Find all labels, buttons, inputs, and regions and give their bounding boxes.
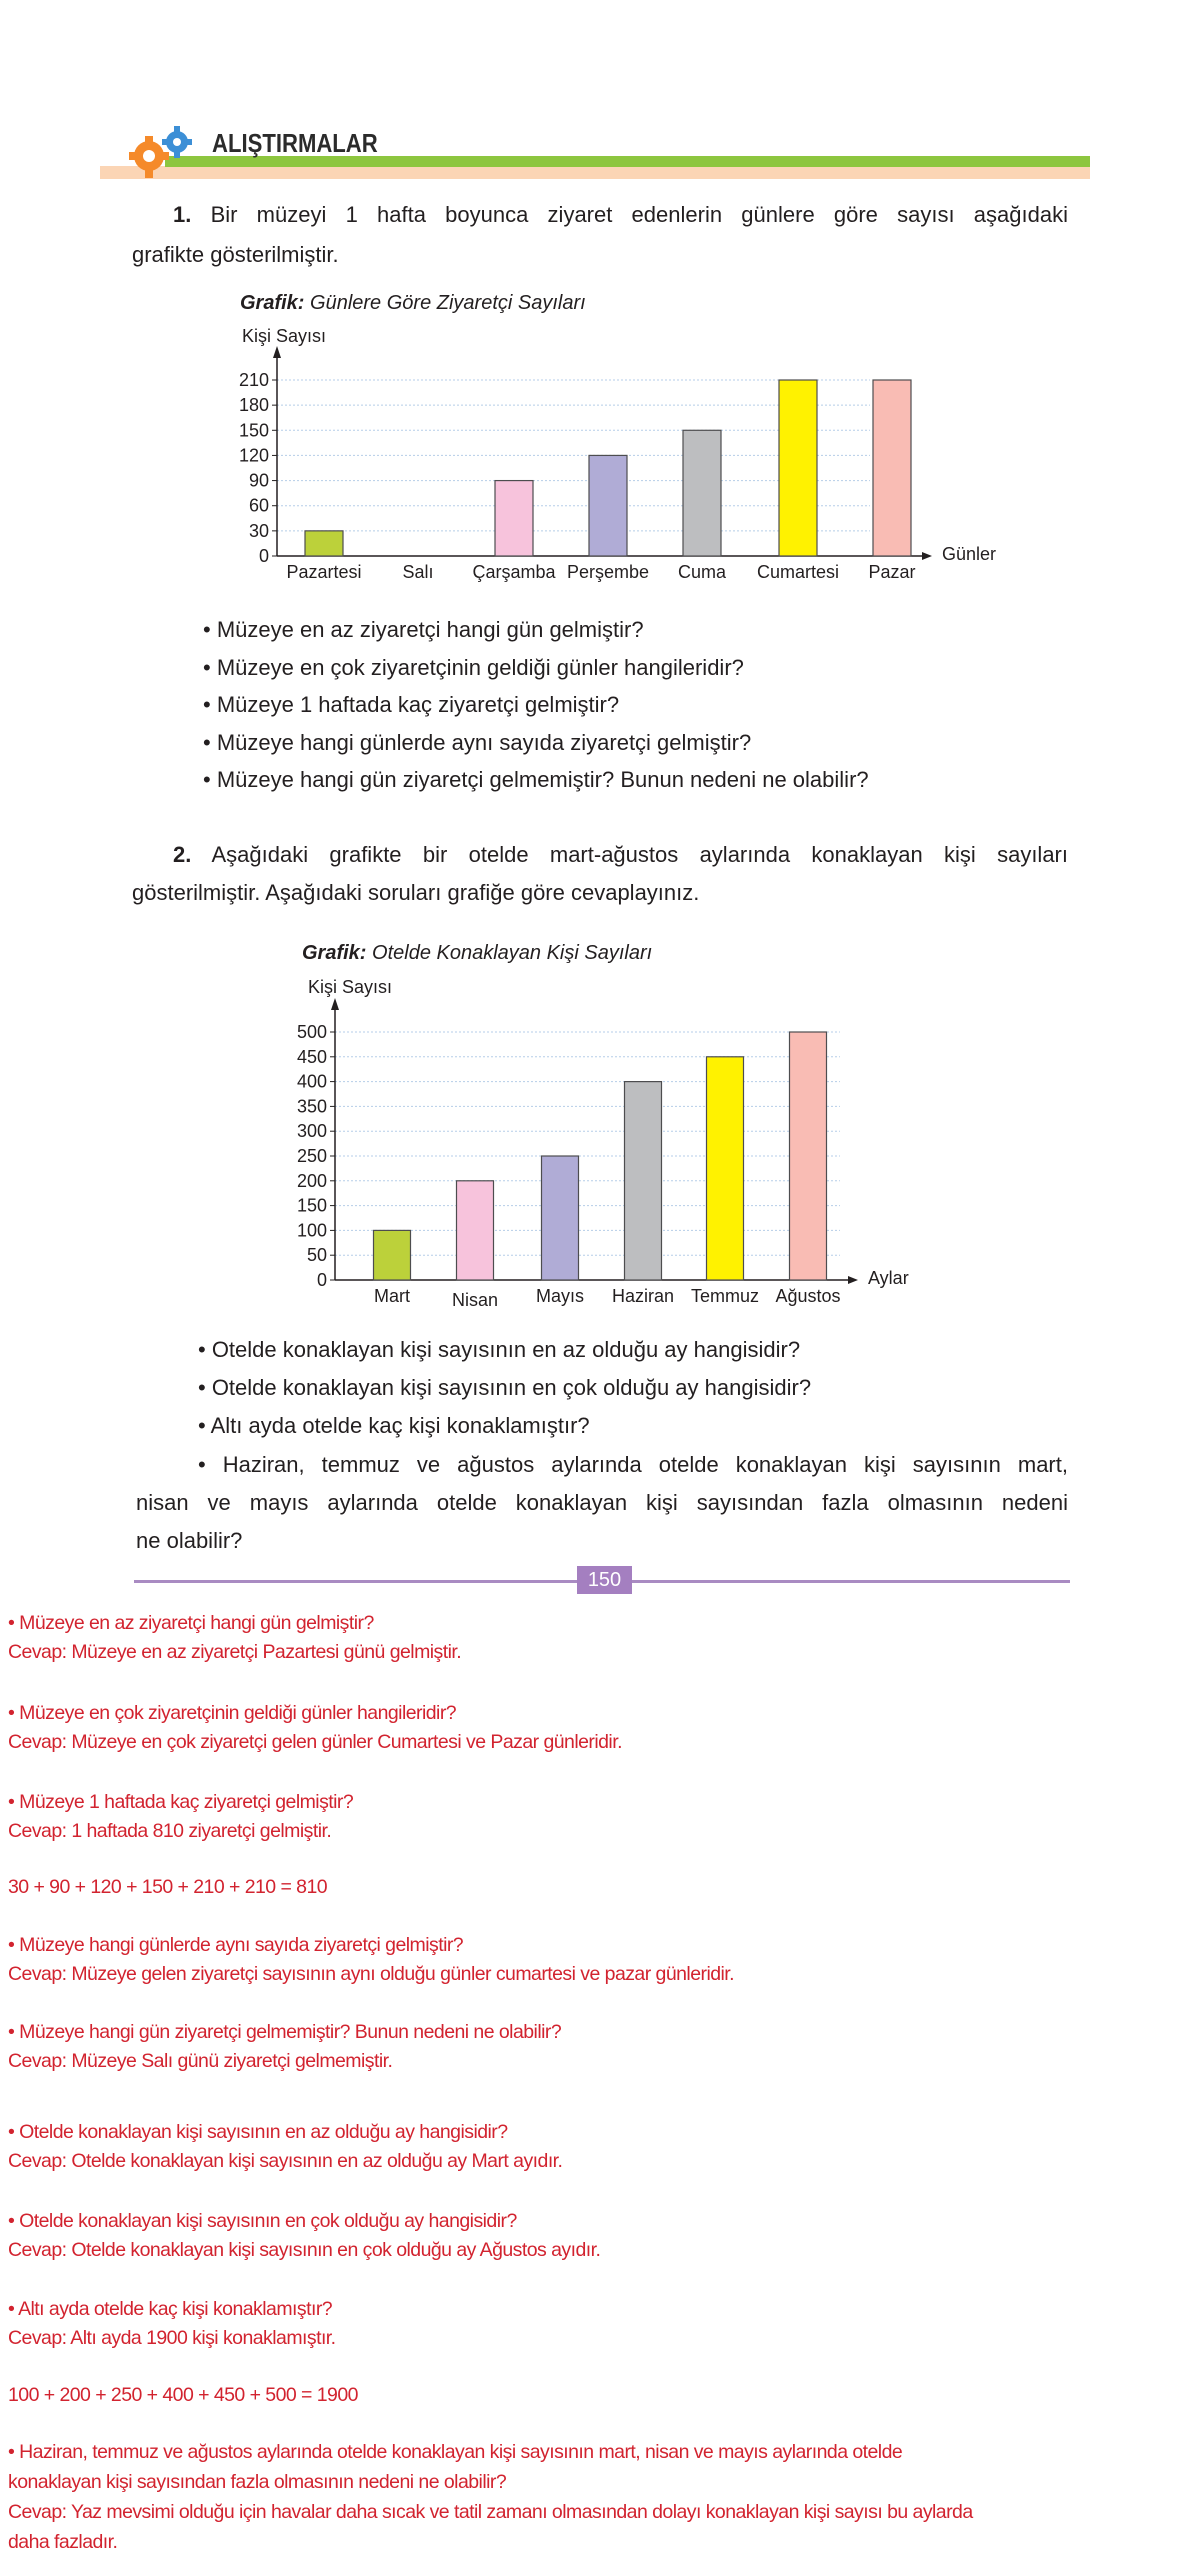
bar-cuma xyxy=(683,430,721,556)
y-tick-label: 150 xyxy=(296,1195,327,1216)
bar-perşembe xyxy=(589,455,627,556)
q2-question-1: • Otelde konaklayan kişi sayısının en az olduğu ay hangisidir? xyxy=(198,1337,801,1362)
q2-text-line2: gösterilmiştir. Aşağıdaki soruları grafiğe göre cevaplayınız. xyxy=(132,880,700,905)
q2-question-2: • Otelde konaklayan kişi sayısının en çok olduğu ay hangisidir? xyxy=(198,1375,812,1400)
x-axis-label: Günler xyxy=(942,544,997,564)
answer-question: • Müzeye 1 haftada kaç ziyaretçi gelmiştir? xyxy=(8,1791,354,1813)
q2-text-line1 xyxy=(173,840,1068,870)
answer-question: • Müzeye hangi gün ziyaretçi gelmemiştir? Bunun nedeni ne olabilir? xyxy=(8,2021,562,2043)
bar-mart xyxy=(374,1230,411,1280)
q2-question-4-line1: • Haziran, temmuz ve ağustos aylarında otelde konaklayan kişi sayısının mart, xyxy=(198,1452,1068,1477)
answer-question: • Müzeye en çok ziyaretçinin geldiği günler hangileridir? xyxy=(8,1702,457,1724)
y-tick-label: 500 xyxy=(296,1022,327,1042)
answer-calculation: 30 + 90 + 120 + 150 + 210 + 210 = 810 xyxy=(8,1876,328,1898)
answer-calculation: 100 + 200 + 250 + 400 + 450 + 500 = 1900 xyxy=(8,2384,358,2406)
answer-text: Cevap: Otelde konaklayan kişi sayısının en az olduğu ay Mart ayıdır. xyxy=(8,2150,563,2172)
q2-q4-text: Haziran, temmuz ve ağustos aylarında otelde konaklayan kişi sayısının mart, xyxy=(222,1452,1068,1477)
y-tick-label: 60 xyxy=(248,495,269,516)
bar-pazartesi xyxy=(305,531,343,556)
y-tick-label: 30 xyxy=(248,520,269,541)
x-tick-label: Cuma xyxy=(677,562,727,582)
answer-calculation: daha fazladır. xyxy=(8,2531,118,2553)
answer-question: • Haziran, temmuz ve ağustos aylarında otelde konaklayan kişi sayısının mart, nisan ve mayıs aylarında otelde xyxy=(8,2441,903,2463)
chart1-title-prefix: Grafik: xyxy=(240,292,305,314)
gears-icon xyxy=(125,120,205,180)
page-number: 150 xyxy=(577,1566,632,1594)
y-tick-label: 350 xyxy=(296,1096,327,1117)
q2-question-4-line3: ne olabilir? xyxy=(136,1528,243,1553)
q1-number: 1. xyxy=(173,202,192,227)
bar-nisan xyxy=(457,1181,494,1280)
bar-mayıs xyxy=(542,1156,579,1280)
x-tick-label: Haziran xyxy=(611,1286,675,1306)
y-tick-label: 400 xyxy=(296,1071,327,1092)
q1-question-4: • Müzeye hangi günlerde aynı sayıda ziyaretçi gelmiştir? xyxy=(203,729,752,755)
chart1-ylabel: Kişi Sayısı xyxy=(242,326,327,346)
chart2-ylabel: Kişi Sayısı xyxy=(308,977,393,997)
q2-number: 2. xyxy=(173,842,192,867)
chart1-title xyxy=(240,292,586,315)
y-tick-label: 0 xyxy=(316,1270,327,1290)
answer-question: • Otelde konaklayan kişi sayısının en çok olduğu ay hangisidir? xyxy=(8,2210,517,2232)
answer-text: Cevap: Müzeye en çok ziyaretçi gelen günler Cumartesi ve Pazar günleridir. xyxy=(8,1731,622,1753)
section-title: ALIŞTIRMALAR xyxy=(212,128,378,158)
q2-question-3: • Altı ayda otelde kaç kişi konaklamıştır? xyxy=(198,1413,590,1438)
q1-question-2: • Müzeye en çok ziyaretçinin geldiği günler hangileridir? xyxy=(203,654,744,680)
x-tick-label: Salı xyxy=(402,562,434,582)
x-tick-label: Perşembe xyxy=(566,562,650,582)
x-axis-arrow-icon xyxy=(848,1276,858,1284)
q1-question-3: • Müzeye 1 haftada kaç ziyaretçi gelmiştir? xyxy=(203,692,620,717)
y-tick-label: 150 xyxy=(238,420,269,441)
y-tick-label: 450 xyxy=(296,1046,327,1067)
y-tick-label: 210 xyxy=(238,370,269,390)
y-tick-label: 250 xyxy=(296,1146,327,1166)
y-tick-label: 50 xyxy=(306,1245,327,1266)
q1-question-5: • Müzeye hangi gün ziyaretçi gelmemiştir? Bunun nedeni ne olabilir? xyxy=(203,767,869,792)
q1-text-line1 xyxy=(173,200,1068,230)
chart1-bar-chart xyxy=(0,340,1189,600)
y-tick-label: 100 xyxy=(296,1220,327,1241)
answer-text: Cevap: Müzeye Salı günü ziyaretçi gelmemiştir. xyxy=(8,2050,393,2072)
answer-text: Cevap: Yaz mevsimi olduğu için havalar daha sıcak ve tatil zamanı olmasından dolayı konaklayan kişi sayısı bu aylarda xyxy=(8,2501,973,2523)
bar-çarşamba xyxy=(495,481,533,556)
x-tick-label: Cumartesi xyxy=(756,562,840,582)
x-tick-label: Ağustos xyxy=(775,1286,841,1306)
x-tick-label: Mayıs xyxy=(535,1286,585,1306)
q1-text-line2: grafikte gösterilmiştir. xyxy=(132,242,339,267)
x-tick-label: Mart xyxy=(374,1286,410,1306)
answer-question: • Müzeye en az ziyaretçi hangi gün gelmiştir? xyxy=(8,1612,374,1634)
chart2-title xyxy=(302,942,652,965)
answer-question: • Otelde konaklayan kişi sayısının en az olduğu ay hangisidir? xyxy=(8,2121,508,2143)
answer-text: Cevap: Müzeye en az ziyaretçi Pazartesi günü gelmiştir. xyxy=(8,1641,462,1663)
q1-question-1: • Müzeye en az ziyaretçi hangi gün gelmiştir? xyxy=(203,617,644,642)
x-tick-label: Pazartesi xyxy=(286,562,362,582)
chart2-bar-chart xyxy=(0,990,1189,1310)
x-tick-label: Pazar xyxy=(868,562,916,582)
x-axis-arrow-icon xyxy=(922,552,932,560)
y-tick-label: 120 xyxy=(238,445,269,466)
header-peach-band xyxy=(100,166,1090,179)
bar-ağustos xyxy=(790,1032,827,1280)
answer-text: Cevap: Altı ayda 1900 kişi konaklamıştır. xyxy=(8,2327,336,2349)
bar-cumartesi xyxy=(779,380,817,556)
answer-calculation: konaklayan kişi sayısından fazla olmasının nedeni ne olabilir? xyxy=(8,2471,507,2493)
answer-question: • Müzeye hangi günlerde aynı sayıda ziyaretçi gelmiştir? xyxy=(8,1934,464,1956)
y-tick-label: 200 xyxy=(296,1170,327,1191)
y-tick-label: 300 xyxy=(296,1121,327,1142)
x-tick-label: Çarşamba xyxy=(472,562,556,582)
chart2-title-prefix: Grafik: xyxy=(302,942,367,964)
answer-question: • Altı ayda otelde kaç kişi konaklamıştır? xyxy=(8,2298,333,2320)
x-axis-label: Aylar xyxy=(868,1268,909,1288)
answer-text: Cevap: 1 haftada 810 ziyaretçi gelmiştir. xyxy=(8,1820,332,1842)
y-tick-label: 0 xyxy=(258,546,269,566)
y-axis-arrow-icon xyxy=(273,346,281,358)
x-tick-label: Nisan xyxy=(451,1290,499,1310)
chart1-title-text: Günlere Göre Ziyaretçi Sayıları xyxy=(310,292,586,314)
chart2-title-text: Otelde Konaklayan Kişi Sayıları xyxy=(372,942,653,964)
bar-pazar xyxy=(873,380,911,556)
bar-haziran xyxy=(625,1082,662,1280)
bar-temmuz xyxy=(707,1057,744,1280)
answer-text: Cevap: Otelde konaklayan kişi sayısının en çok olduğu ay Ağustos ayıdır. xyxy=(8,2239,601,2261)
y-axis-arrow-icon xyxy=(331,998,339,1010)
q2-text: Aşağıdaki grafikte bir otelde mart-ağustos aylarında konaklayan kişi sayıları xyxy=(211,842,1068,867)
x-tick-label: Temmuz xyxy=(690,1286,760,1306)
q1-text: Bir müzeyi 1 hafta boyunca ziyaret edenlerin günlere göre sayısı aşağıdaki xyxy=(210,202,1068,227)
q2-question-4-line2: nisan ve mayıs aylarında otelde konaklayan kişi sayısından fazla olmasının nedeni xyxy=(136,1490,1068,1515)
y-tick-label: 180 xyxy=(238,395,269,416)
y-tick-label: 90 xyxy=(248,470,269,491)
answer-text: Cevap: Müzeye gelen ziyaretçi sayısının aynı olduğu günler cumartesi ve pazar günleridir. xyxy=(8,1963,735,1985)
